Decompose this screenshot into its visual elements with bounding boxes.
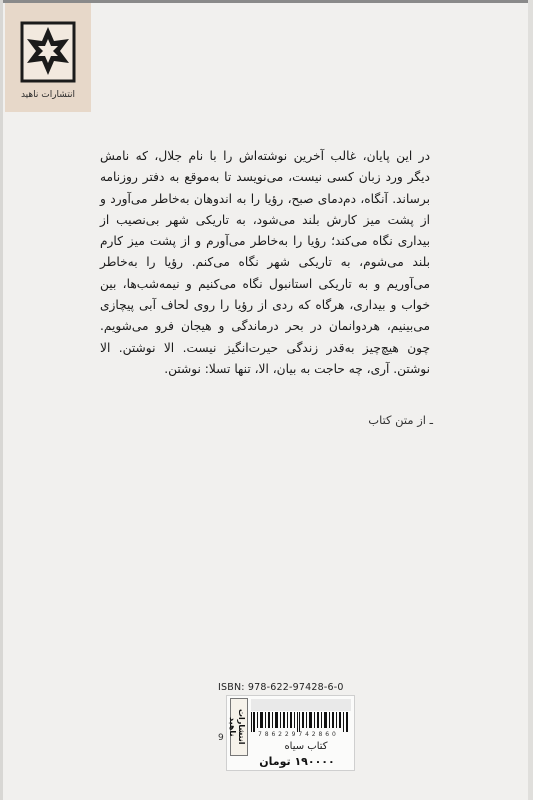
right-edge xyxy=(528,0,533,800)
publisher-logo xyxy=(5,3,91,112)
barcode-header xyxy=(251,699,351,711)
source-note: ـ از متن کتاب xyxy=(368,413,433,427)
barcode-icon xyxy=(249,712,351,732)
stamp-text: انتشارات ناهید xyxy=(228,709,246,745)
isbn-check-digit: 9 xyxy=(218,733,224,743)
price-label: ۱۹۰۰۰۰ تومان xyxy=(259,755,335,768)
text-line: دیگر ورد زبان کسی نیست، می‌نویسد تا به‌موقع به دفتر روزنامه xyxy=(100,170,430,185)
publisher-name: انتشارات ناهید xyxy=(20,90,76,100)
isbn-number: ISBN: 978-622-97428-6-0 xyxy=(218,682,344,693)
text-line: برساند. آنگاه، دم‌دمای صبح، رؤیا را به اندوهان به‌خاطر می‌آورد و xyxy=(100,191,430,206)
series-name: کتاب سیاه xyxy=(284,741,328,752)
text-line: از پشت میز کارش بلند می‌شود، به تاریکی شهر بی‌نصیب از xyxy=(100,212,430,227)
barcode-digits: 7 8 6 2 2 9 7 4 2 8 6 0 xyxy=(258,731,337,738)
publisher-stamp xyxy=(230,698,248,756)
text-line: خواب و بیداری، هرگاه که ردی از رؤیا را روی لحاف آبی پیچازی xyxy=(100,298,430,313)
text-line: می‌بینیم، هردوانمان در بحر درماندگی و هیجان فرو می‌شویم. xyxy=(100,319,430,334)
text-line: چون هیچ‌چیز به‌قدر زندگی حیرت‌انگیز نیست. الا نوشتن. الا xyxy=(100,340,430,355)
back-cover-text xyxy=(100,146,430,380)
text-line: نوشتن. آری، چه حاجت به بیان، الا، تنها تسلا: نوشتن. xyxy=(164,361,430,376)
text-line: بیداری نگاه می‌کند؛ رؤیا را به‌خاطر می‌آورم و از پشت میز کارم xyxy=(100,234,430,249)
text-line: در این پایان، غالب آخرین نوشته‌اش را با نام جلال، که نامش xyxy=(100,149,430,163)
text-line: می‌آوریم و به تاریکی استانبول نگاه می‌کنیم و نیمه‌شب‌ها، بین xyxy=(100,276,430,291)
text-line: بلند می‌شوم، به تاریکی شهر نگاه می‌کنم. رؤیا را به‌خاطر xyxy=(100,255,430,270)
left-edge xyxy=(0,0,3,800)
star-logo-icon xyxy=(20,21,76,83)
